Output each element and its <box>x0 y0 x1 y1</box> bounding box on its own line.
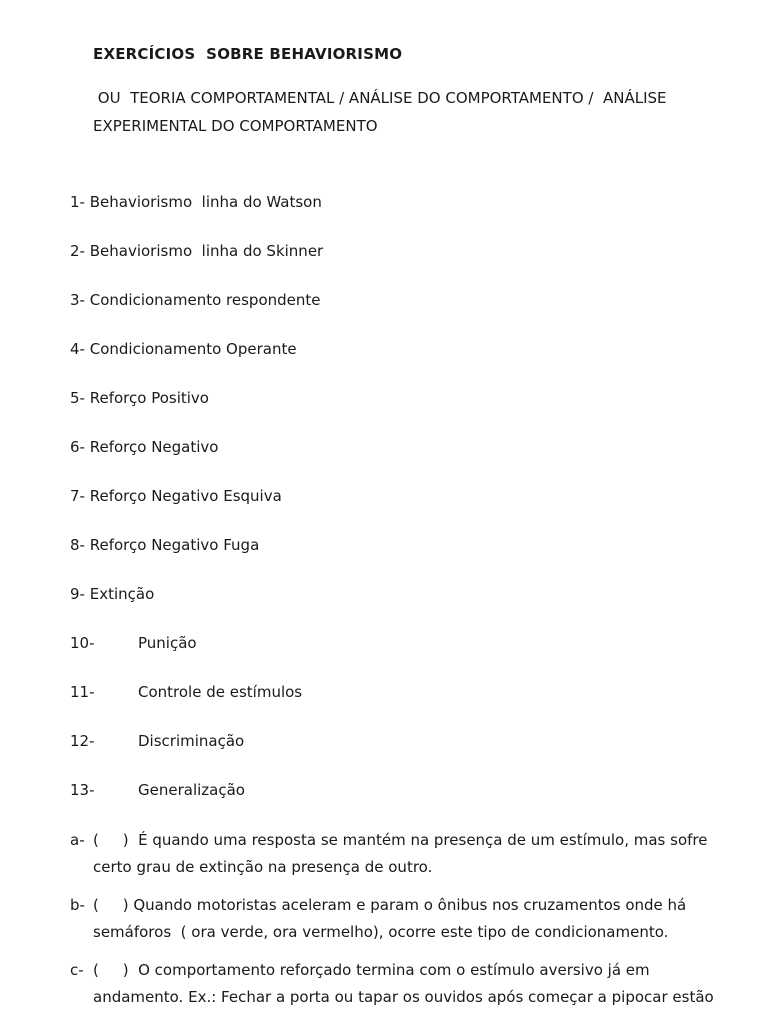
topic-label: Reforço Negativo Esquiva <box>84 487 282 505</box>
question-text: ( ) É quando uma resposta se mantém na presença de um estímulo, mas sofre certo grau de extinção na presença de outro. <box>93 831 713 876</box>
topic-label: Reforço Negativo <box>84 438 219 456</box>
question-text: ( ) O comportamento reforçado termina com o estímulo aversivo já em andamento. Ex.: Fechar a porta ou tapar os ouvidos após começar a pipocar estão <box>93 961 714 1006</box>
question-item <box>70 892 720 946</box>
topic-label: Condicionamento Operante <box>84 340 297 358</box>
topic-number: 5- <box>70 389 85 407</box>
topic-number: 12- <box>70 732 95 750</box>
question-item <box>70 827 720 881</box>
topic-number: 11- <box>70 683 95 701</box>
topic-item <box>70 288 720 337</box>
topic-item <box>70 582 720 631</box>
topic-label: Punição <box>138 634 197 652</box>
question-letter: b- <box>70 896 85 914</box>
topic-number: 3- <box>70 291 85 309</box>
topic-number: 2- <box>70 242 85 260</box>
topic-number: 4- <box>70 340 85 358</box>
topic-label: Extinção <box>84 585 155 603</box>
topic-label: Behaviorismo linha do Watson <box>84 193 322 211</box>
topic-item <box>70 239 720 288</box>
topic-item <box>70 435 720 484</box>
topic-number: 6- <box>70 438 85 456</box>
topic-label: Condicionamento respondente <box>84 291 321 309</box>
question-list <box>70 827 720 1022</box>
topic-number: 1- <box>70 193 85 211</box>
topic-item <box>70 190 720 239</box>
topic-item <box>70 337 720 386</box>
topic-item <box>70 484 720 533</box>
page-title: EXERCÍCIOS SOBRE BEHAVIORISMO <box>93 45 403 63</box>
question-letter: c- <box>70 961 84 979</box>
question-letter: a- <box>70 831 85 849</box>
topic-item <box>70 533 720 582</box>
question-item <box>70 957 720 1011</box>
topic-label: Behaviorismo linha do Skinner <box>84 242 324 260</box>
topic-label: Discriminação <box>138 732 245 750</box>
topic-number: 8- <box>70 536 85 554</box>
topic-label: Reforço Negativo Fuga <box>84 536 260 554</box>
topic-list <box>70 190 720 827</box>
topic-label: Generalização <box>138 781 245 799</box>
topic-item <box>70 778 720 827</box>
topic-number: 9- <box>70 585 85 603</box>
topic-item <box>70 680 720 729</box>
topic-label: Controle de estímulos <box>138 683 303 701</box>
topic-item <box>70 729 720 778</box>
page-subtitle: OU TEORIA COMPORTAMENTAL / ANÁLISE DO COMPORTAMENTO / ANÁLISE EXPERIMENTAL DO COMPORTAMENTO <box>93 89 672 135</box>
topic-number: 7- <box>70 487 85 505</box>
question-text: ( ) Quando motoristas aceleram e param o ônibus nos cruzamentos onde há semáforos ( ora verde, ora vermelho), ocorre este tipo de condicionamento. <box>93 896 692 941</box>
topic-number: 10- <box>70 634 95 652</box>
topic-label: Reforço Positivo <box>84 389 209 407</box>
topic-item <box>70 386 720 435</box>
topic-item <box>70 631 720 680</box>
topic-number: 13- <box>70 781 95 799</box>
